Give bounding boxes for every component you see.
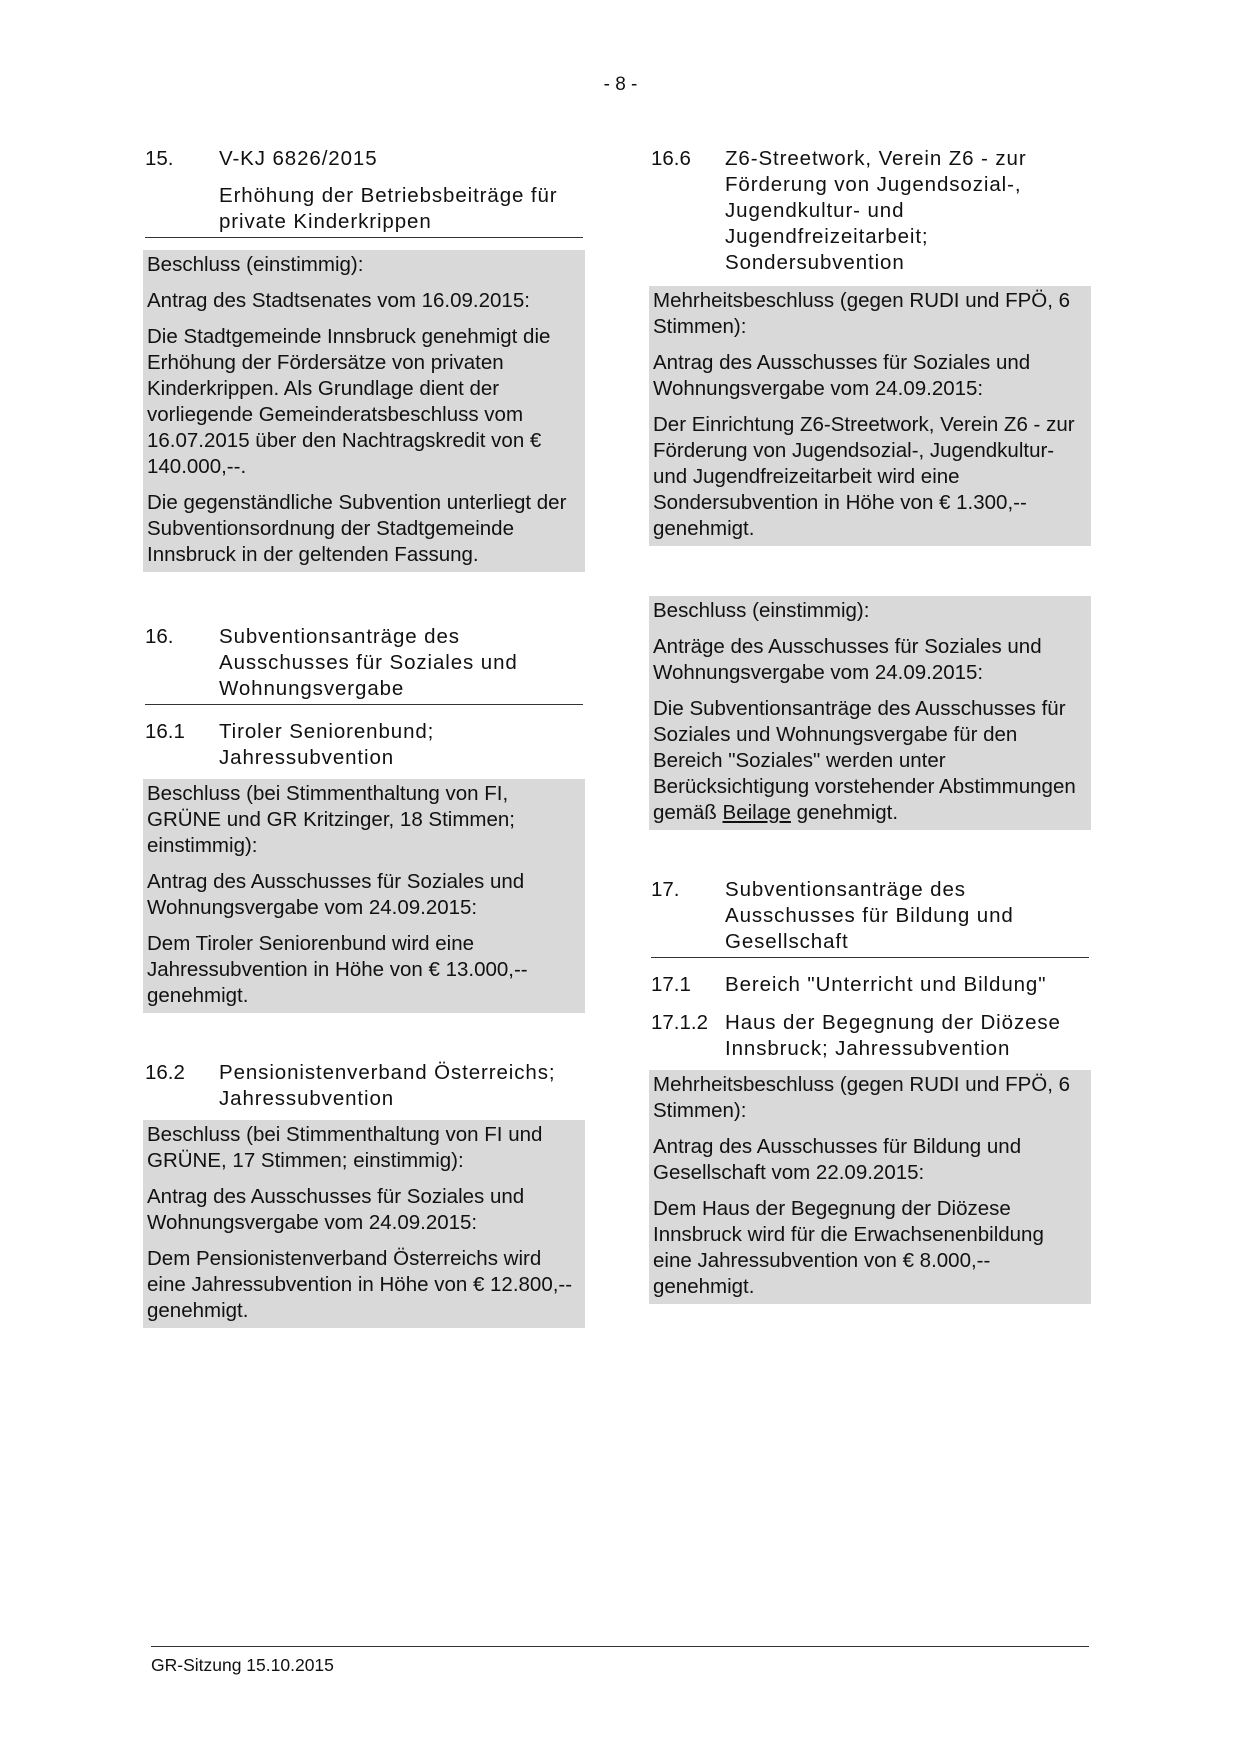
item-number: 16. <box>145 625 174 648</box>
item-number: 17.1 <box>651 973 691 996</box>
resolution-box <box>649 286 1091 546</box>
item-title: Z6-Streetwork, Verein Z6 - zur Förderung von Jugendsozial-, Jugendkultur- und Jugendfreizeitarbeit; Sondersubvention <box>725 147 1027 274</box>
decision-line: Beschluss (einstimmig): <box>147 253 364 276</box>
item-title: Subventionsanträge des Ausschusses für Soziales und Wohnungsvergabe <box>219 625 518 700</box>
item-number: 15. <box>145 147 174 170</box>
item-subtitle: Erhöhung der Betriebsbeiträge für private Kinderkrippen <box>145 183 583 238</box>
item-title: V-KJ 6826/2015 <box>219 147 378 170</box>
item-16-6 <box>651 146 1089 546</box>
resolution-text: Der Einrichtung Z6-Streetwork, Verein Z6 - zur Förderung von Jugendsozial-, Jugendkultur- und Jugendfreizeitarbeit wird eine Sondersubvention in Höhe von € 1.300,-- genehmigt. <box>653 413 1075 540</box>
item-16-summary <box>651 596 1089 830</box>
decision-line: Beschluss (bei Stimmenthaltung von FI und GRÜNE, 17 Stimmen; einstimmig): <box>147 1123 543 1172</box>
item-17-1-2 <box>651 1010 1089 1304</box>
item-number: 17.1.2 <box>651 1011 708 1034</box>
resolution-box <box>649 1070 1091 1304</box>
item-16 <box>145 624 583 705</box>
item-17 <box>651 877 1089 958</box>
item-title: Haus der Begegnung der Diözese Innsbruck; Jahressubvention <box>725 1011 1061 1060</box>
resolution-box <box>143 250 585 572</box>
item-16-2-heading <box>145 1060 583 1112</box>
item-15 <box>145 146 583 572</box>
resolution-text-end: genehmigt. <box>796 801 899 824</box>
beilage-link[interactable]: Beilage <box>722 801 791 824</box>
resolution-text <box>653 696 1087 826</box>
item-16-1-heading <box>145 719 583 771</box>
motion-line: Anträge des Ausschusses für Soziales und Wohnungsvergabe vom 24.09.2015: <box>653 635 1042 684</box>
item-title: Tiroler Seniorenbund; Jahressubvention <box>219 720 435 769</box>
resolution-text: Dem Haus der Begegnung der Diözese Innsbruck wird für die Erwachsenenbildung eine Jahressubvention von € 8.000,-- genehmigt. <box>653 1197 1044 1298</box>
right-column <box>651 146 1089 1304</box>
item-17-1-2-heading <box>651 1010 1089 1062</box>
decision-line: Mehrheitsbeschluss (gegen RUDI und FPÖ, 6 Stimmen): <box>653 1073 1071 1122</box>
resolution-box <box>649 596 1091 830</box>
motion-line: Antrag des Ausschusses für Soziales und Wohnungsvergabe vom 24.09.2015: <box>147 870 525 919</box>
motion-line: Antrag des Ausschusses für Bildung und Gesellschaft vom 22.09.2015: <box>653 1135 1022 1184</box>
item-title: Subventionsanträge des Ausschusses für Bildung und Gesellschaft <box>725 878 1014 953</box>
footer-session: GR-Sitzung 15.10.2015 <box>151 1655 334 1675</box>
item-16-2 <box>145 1060 583 1328</box>
page-number: - 8 - <box>603 74 638 95</box>
item-number: 16.1 <box>145 720 185 743</box>
item-17-heading <box>651 877 1089 958</box>
motion-line: Antrag des Stadtsenates vom 16.09.2015: <box>147 289 530 312</box>
page-footer <box>151 1646 1089 1676</box>
left-column <box>145 146 583 1328</box>
item-title: Bereich "Unterricht und Bildung" <box>725 973 1047 996</box>
item-number: 16.6 <box>651 147 691 170</box>
motion-line: Antrag des Ausschusses für Soziales und Wohnungsvergabe vom 24.09.2015: <box>653 351 1031 400</box>
resolution-text: Die Stadtgemeinde Innsbruck genehmigt die Erhöhung der Fördersätze von privaten Kinderkrippen. Als Grundlage dient der vorliegende Gemeinderatsbeschluss vom 16.07.2015 über den Nachtragskredit von € 140.000,--. <box>147 325 551 478</box>
decision-line: Beschluss (bei Stimmenthaltung von FI, GRÜNE und GR Kritzinger, 18 Stimmen; einstimmig): <box>147 782 515 857</box>
item-16-6-heading <box>651 146 1089 276</box>
item-17-1 <box>651 972 1089 998</box>
item-15-heading <box>145 146 583 172</box>
resolution-text: Die gegenständliche Subvention unterliegt der Subventionsordnung der Stadtgemeinde Innsbruck in der geltenden Fassung. <box>147 491 567 566</box>
item-number: 16.2 <box>145 1061 185 1084</box>
item-16-1 <box>145 719 583 1013</box>
resolution-text: Dem Tiroler Seniorenbund wird eine Jahressubvention in Höhe von € 13.000,-- genehmigt. <box>147 932 528 1007</box>
item-number: 17. <box>651 878 680 901</box>
resolution-box <box>143 779 585 1013</box>
resolution-box <box>143 1120 585 1328</box>
resolution-text: Dem Pensionistenverband Österreichs wird eine Jahressubvention in Höhe von € 12.800,-- genehmigt. <box>147 1247 573 1322</box>
resolution-text-start: Die Subventionsanträge des Ausschusses für Soziales und Wohnungsvergabe für den Bereich "Soziales" werden unter Berücksichtigung vorstehender Abstimmungen gemäß <box>653 697 1076 824</box>
item-16-heading <box>145 624 583 705</box>
item-title: Pensionistenverband Österreichs; Jahressubvention <box>219 1061 556 1110</box>
motion-line: Antrag des Ausschusses für Soziales und Wohnungsvergabe vom 24.09.2015: <box>147 1185 525 1234</box>
item-17-1-heading <box>651 972 1089 998</box>
decision-line: Mehrheitsbeschluss (gegen RUDI und FPÖ, 6 Stimmen): <box>653 289 1071 338</box>
decision-line: Beschluss (einstimmig): <box>653 599 870 622</box>
